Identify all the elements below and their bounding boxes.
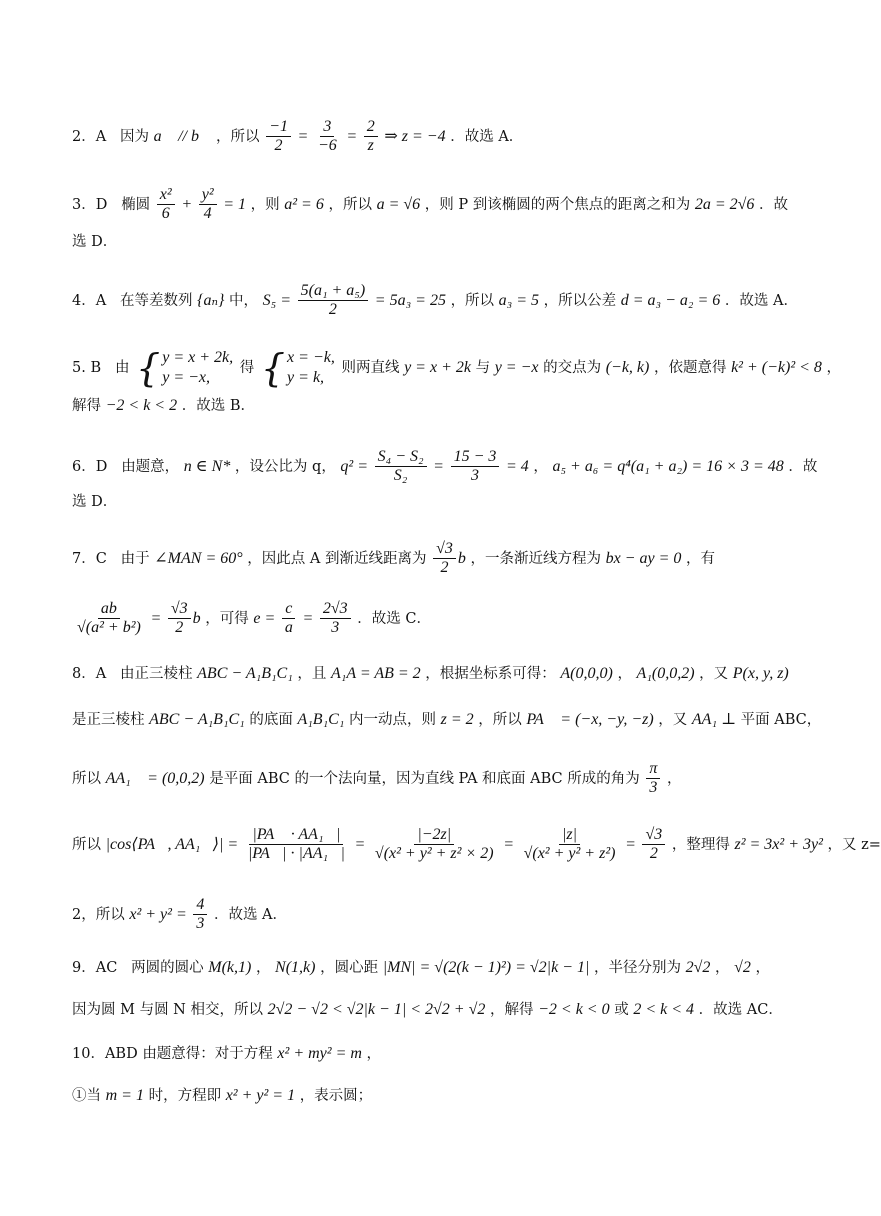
text: ，圆心距 [320,960,379,976]
text: ，又 [658,712,688,728]
fraction: $\frac{√3}{2}$ [433,540,456,578]
math: d = a₃ − a₂ = 6 [620,291,721,309]
solution-8 [72,664,792,684]
text: ，所以 [450,292,495,309]
text: ， [667,770,682,787]
math: 2a = 2√6 [694,195,755,213]
text: 与 [475,360,491,376]
fraction: $\frac{\text{x²}}{6}$ [157,186,175,224]
text: ，因此点 A 到渐近线距离为 [247,550,427,567]
math: {aₙ} [197,291,225,309]
math: −2 < k < 0 [538,1001,610,1018]
solution-9 [72,958,792,978]
text: ，则 [250,196,280,213]
text: ， [755,960,770,976]
math: e = [253,609,276,627]
answer-label: 7．C [72,550,107,567]
text: 是正三棱柱 [72,712,145,728]
math: A(0,0,0) [560,665,613,682]
text: 由 [114,360,130,376]
answer-label: 9．AC [72,960,118,976]
text: ，有 [685,550,715,567]
solution-2 [72,118,792,156]
text: 在等差数列 [120,292,193,309]
fraction: $\frac{\text{|PA⃗ · AA₁⃗|}}{\text{|PA⃗| · |AA₁⃗|}}$ [247,826,345,863]
math: 2√2 [685,959,711,976]
fraction: $\frac{|-2z|}{\text{√(x² + y² + z² × 2)}}$ [374,826,494,863]
text: ， [617,666,632,682]
solution-7-cont [72,600,792,638]
math: = 4 [505,457,529,475]
math: z = 2 [440,711,474,728]
text: ．故选 C． [357,610,431,627]
text: ，又 z= [827,836,881,853]
text: 平面 ABC， [740,712,822,728]
math: b [457,549,466,567]
answer-label: 2．A [72,128,107,145]
text: 时，方程即 [148,1088,222,1104]
text: 或 [614,1002,629,1018]
math: = [297,127,309,145]
math: = [503,835,514,853]
text: 由正三棱柱 [120,666,193,682]
text: 所以 [72,770,101,787]
text: ．故 [759,196,789,213]
text: 选 D． [72,234,118,250]
math: a₅ + a₆ = q⁴(a₁ + a₂) = 16 × 3 = 48 [552,457,784,475]
text: ，则 P 到该椭圆的两个焦点的距离之和为 [424,196,691,213]
math: S₅ = [262,291,291,309]
text: ，整理得 [671,836,730,853]
math: ABC − A₁B₁C₁ [149,711,245,728]
fraction: $\frac{2}{z}$ [364,118,378,156]
math: A₁(0,0,2) [636,665,695,682]
math: x² + my² = m [277,1045,362,1062]
equation-system: { y = x + 2k, y = −x, [136,346,234,390]
math: = [625,835,636,853]
text: 因为 [120,128,150,145]
math: P(x, y, z) [732,665,789,682]
math: x² + y² = [129,905,187,923]
text: ，解得 [490,1002,534,1018]
text: 两圆的圆心 [131,960,204,976]
solution-5-cont [72,396,792,416]
text: 得 [239,360,255,376]
math: (−k, k) [605,359,650,376]
text: ．故 [788,458,818,475]
math: −2 < k < 2 [105,397,178,414]
equation-system: { x = −k, y = k, [260,346,335,390]
text: ，所以 [216,128,260,145]
fraction: $\frac{4}{3}$ [193,896,207,934]
answer-label: 5. B [72,360,102,376]
math: a⃗ // b⃗ [153,127,212,145]
math: = [354,835,366,853]
fraction: $\frac{ab}{\text{√(a² + b²)}}$ [77,600,141,637]
fraction: $\frac{15 - 3}{3}$ [451,448,500,486]
math: √2 [734,959,751,976]
solution-6 [72,448,818,486]
text: 由题意得：对于方程 [142,1046,273,1062]
fraction: $\frac{-1}{2}$ [266,118,291,156]
text: ，所以 [328,196,372,213]
text: ， [255,960,271,976]
math: ABC − A₁B₁C₁ [197,665,293,682]
text: ，所以 [478,712,522,728]
text: ，可得 [205,610,249,627]
text: 因为圆 M 与圆 N 相交，所以 [72,1002,263,1018]
fraction: $\frac{3}{-6}$ [317,118,337,155]
text: ， [366,1046,382,1062]
solution-8-cont1 [72,710,822,730]
math: a = √6 [376,195,421,213]
math: ⇒ z = −4 [384,127,446,145]
fraction: $\frac{\text{y²}}{4}$ [199,186,217,224]
math: x² + y² = 1 [225,1087,296,1104]
answer-label: 8．A [72,666,107,682]
math: = [302,609,314,627]
math: A₁B₁C₁ [297,711,345,728]
text: ， [826,360,842,376]
text: 解得 [72,398,101,414]
math: y = x + 2k [404,359,471,376]
text: ．故选 A． [450,128,524,145]
text: 2，所以 [72,906,125,923]
solution-4 [72,282,798,320]
math: ∠MAN = 60° [154,549,243,567]
solution-3 [72,186,792,224]
text: ，所以公差 [543,292,617,309]
text: 的交点为 [543,360,602,376]
math: q² = [340,457,369,475]
text: ．故选 A． [213,906,288,923]
math: = 5a₃ = 25 [374,291,446,309]
text: ，又 [699,666,729,682]
text: ， [533,458,548,475]
text: 中， [229,292,259,309]
solution-7 [72,540,792,578]
text: ，表示圆； [299,1088,373,1104]
text: 内一动点，则 [348,712,436,728]
text: 是平面 ABC 的一个法向量，因为直线 PA 和底面 ABC 所成的角为 [209,770,640,787]
fraction: $\frac{\pi}{3}$ [646,760,660,798]
text: ，一条渐近线方程为 [470,550,601,567]
solution-8-cont2 [72,760,792,798]
math: 2 < k < 4 [633,1001,695,1018]
text: ，半径分别为 [593,960,681,976]
answer-label: 6．D [72,458,108,475]
math: = [150,609,162,627]
math: 2√2 − √2 < √2|k − 1| < 2√2 + √2 [267,1001,486,1018]
text: ，且 [297,666,327,682]
fraction: $\frac{2√3}{3}$ [320,600,351,638]
text: ．故选 AC． [698,1002,783,1018]
solution-5 [72,346,842,390]
text: ， [714,960,730,976]
text: 椭圆 [121,196,151,213]
math: k² + (−k)² < 8 [731,359,822,376]
text: 所以 [72,836,101,853]
math: = [433,457,444,475]
math: bx − ay = 0 [605,549,682,567]
text: ．故选 A． [724,292,798,309]
math: + [181,195,193,213]
math: b [192,609,201,627]
math: AA₁⃗ = (0,0,2) [105,769,205,787]
fraction: $\frac{c}{a}$ [282,600,296,638]
math: a₃ = 5 [498,291,540,309]
math: |MN| = √(2(k − 1)²) = √2|k − 1| [382,959,590,976]
math: PA⃗ = (−x, −y, −z) [526,711,654,728]
math: AA₁ ⊥ [691,711,737,728]
fraction: $\frac{\text{S₄ − S₂}}{\text{S₂}}$ [375,448,427,486]
text: ①当 [72,1088,101,1104]
text: 选 D． [72,494,118,510]
math: |cos⟨PA⃗, AA₁⃗⟩| = [105,835,239,853]
text: ，依题意得 [653,360,727,376]
fraction: $\frac{√3}{2}$ [168,600,191,638]
solution-8-cont3 [72,826,881,864]
text: 由于 [120,550,150,567]
math: = [346,127,358,145]
solution-10 [72,1044,792,1064]
solution-3-cont [72,232,792,252]
math: a² = 6 [284,195,324,213]
math: N(1,k) [275,959,316,976]
math: A₁A = AB = 2 [331,665,421,682]
text: ，根据坐标系可得： [425,666,556,682]
text: 则两直线 [341,360,400,376]
solution-9-cont [72,1000,792,1020]
math: = 1 [223,195,247,213]
text: ，设公比为 q， [234,458,336,475]
answer-label: 3．D [72,196,108,213]
math: n ∈ N* [183,457,231,475]
math: M(k,1) [208,959,252,976]
fraction: $\frac{√3}{2}$ [642,826,665,864]
solution-8-cont4 [72,896,792,934]
answer-label: 10．ABD [72,1046,138,1062]
fraction: $\frac{|z|}{\text{√(x² + y² + z²)}}$ [523,826,616,863]
text: 由题意， [121,458,180,475]
math: m = 1 [105,1087,144,1104]
answer-label: 4．A [72,292,107,309]
text: ．故选 B． [181,398,255,414]
text: 的底面 [249,712,293,728]
math: z² = 3x² + 3y² [734,835,823,853]
fraction: $\frac{\text{5(a₁ + a₅)}}{2}$ [298,282,369,320]
solution-6-cont [72,492,792,512]
solution-10-cont [72,1086,792,1106]
math: y = −x [494,359,539,376]
